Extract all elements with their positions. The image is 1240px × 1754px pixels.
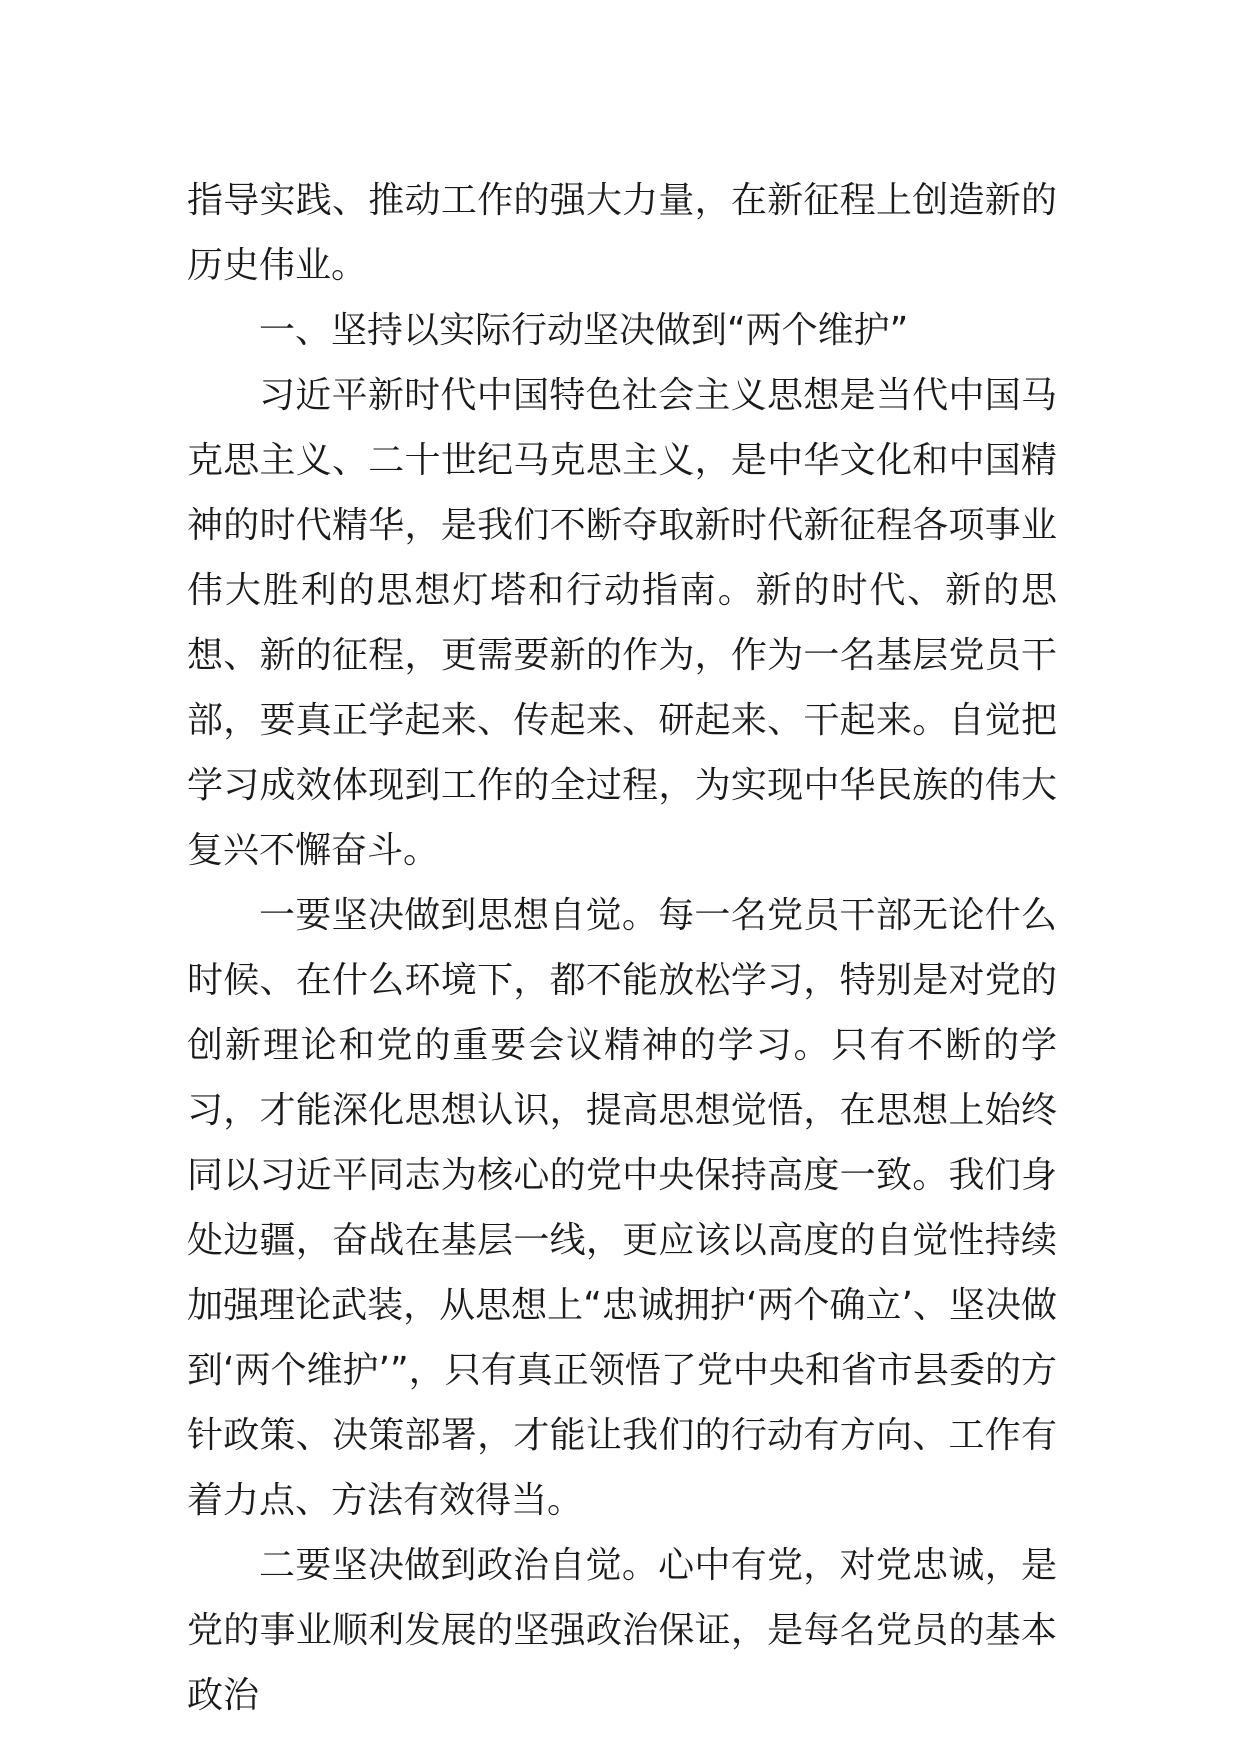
paragraph-continuation: 指导实践、推动工作的强大力量，在新征程上创造新的历史伟业。 [187, 180, 1057, 286]
section-heading: 一、坚持以实际行动坚决做到“两个维护” [259, 310, 909, 351]
document-body [187, 168, 1057, 1728]
paragraph: 一要坚决做到思想自觉。每一名党员干部无论什么时候、在什么环境下，都不能放松学习，特别是对党的创新理论和党的重要会议精神的学习。只有不断的学习，才能深化思想认识，提高思想觉悟，在思想上始终同以习近平同志为核心的党中央保持高度一致。我们身处边疆，奋战在基层一线，更应该以高度的自觉性持续加强理论武装，从思想上“忠诚拥护‘两个确立’、坚决做到‘两个维护’”，只有真正领悟了党中央和省市县委的方针政策、决策部署，才能让我们的行动有方向、工作有着力点、方法有效得当。 [187, 895, 1057, 1521]
paragraph: 二要坚决做到政治自觉。心中有党，对党忠诚，是党的事业顺利发展的坚强政治保证，是每名党员的基本政治 [187, 1545, 1057, 1716]
paragraph: 习近平新时代中国特色社会主义思想是当代中国马克思主义、二十世纪马克思主义，是中华文化和中国精神的时代精华，是我们不断夺取新时代新征程各项事业伟大胜利的思想灯塔和行动指南。新的时代、新的思想、新的征程，更需要新的作为，作为一名基层党员干部，要真正学起来、传起来、研起来、干起来。自觉把学习成效体现到工作的全过程，为实现中华民族的伟大复兴不懈奋斗。 [187, 375, 1057, 871]
